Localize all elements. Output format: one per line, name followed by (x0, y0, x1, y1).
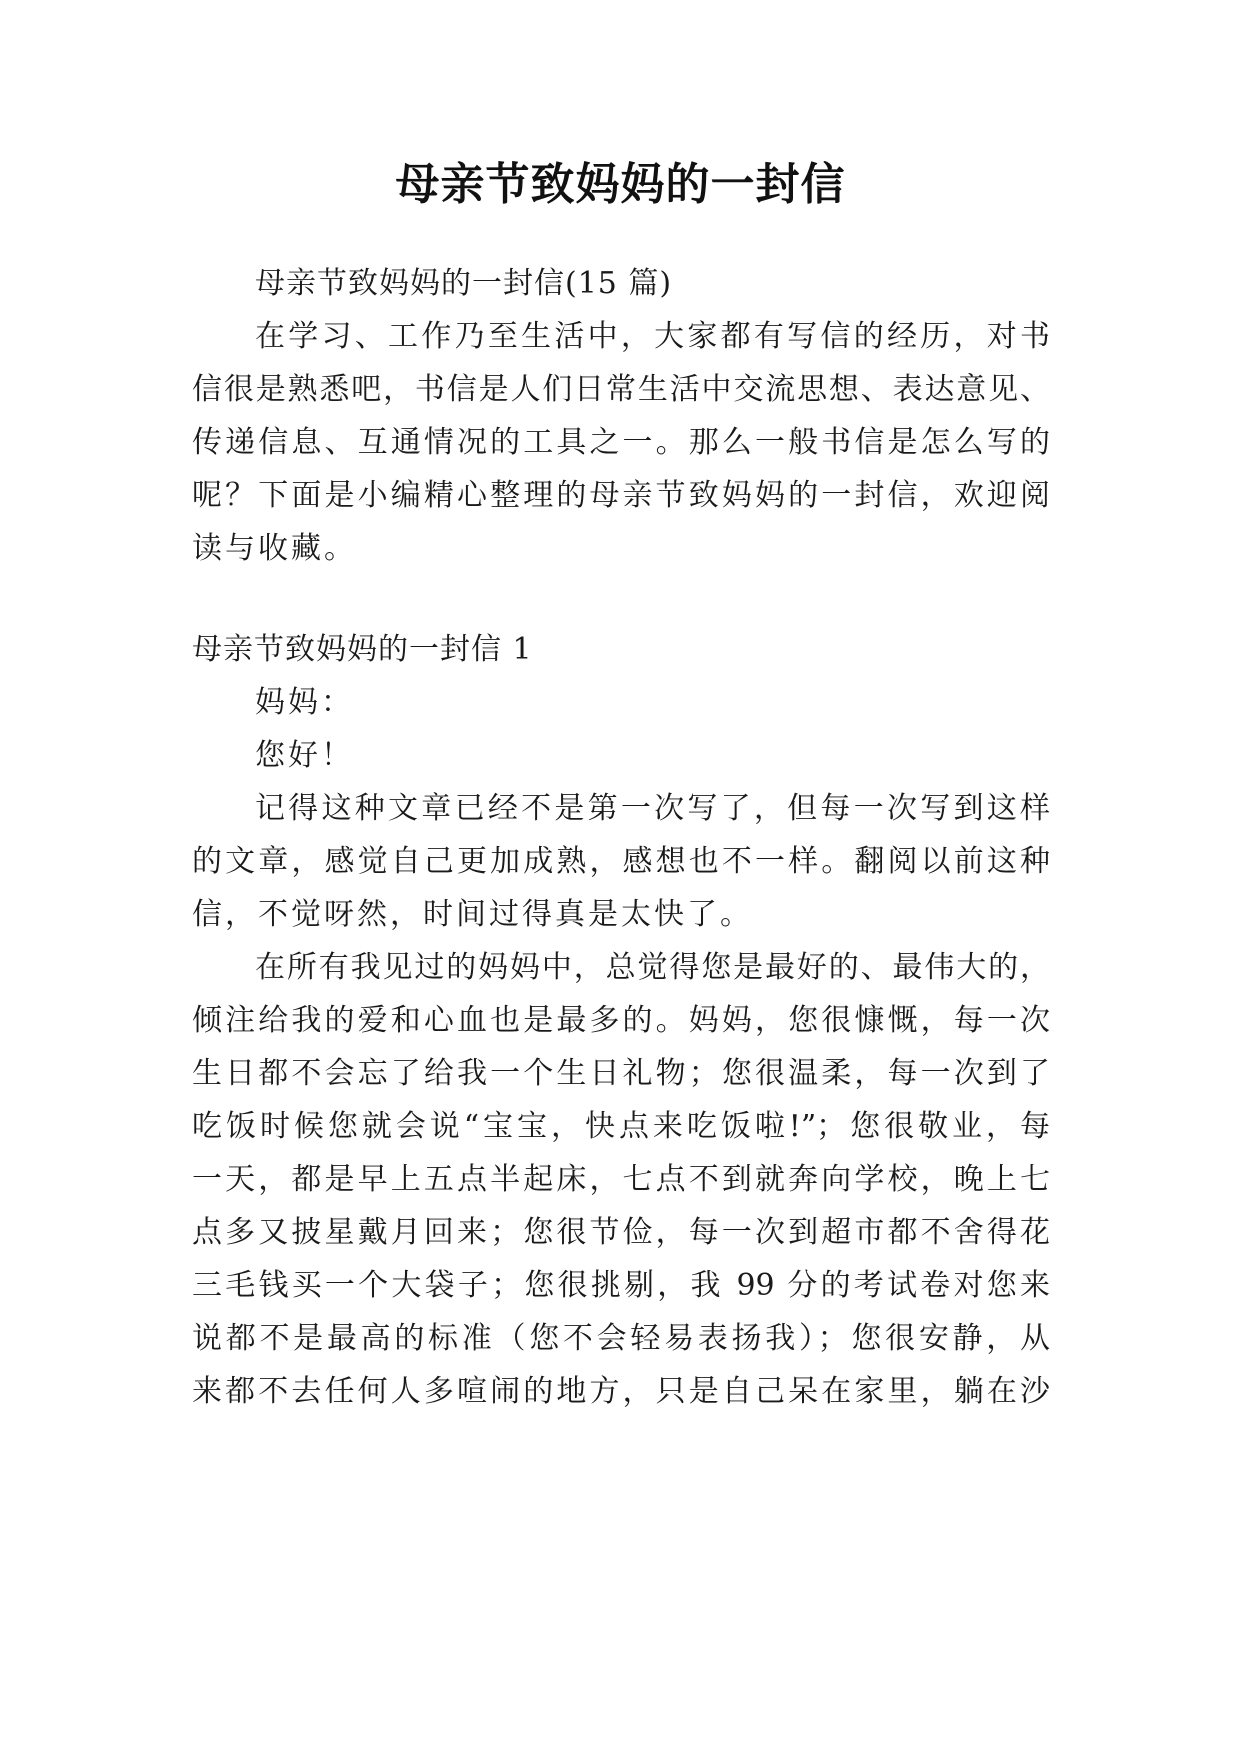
document-title: 母亲节致妈妈的一封信 (395, 159, 846, 210)
paragraph-line: 说都不是最高的标准（您不会轻易表扬我）；您很安静，从 (192, 1321, 1050, 1356)
paragraph-line: 传递信息、互通情况的工具之一。那么一般书信是怎么写的 (192, 425, 1050, 460)
intro-paragraph (192, 310, 1050, 575)
intro-heading: 母亲节致妈妈的一封信(15 篇) (255, 266, 673, 301)
paragraph-line: 一天，都是早上五点半起床，七点不到就奔向学校，晚上七 (192, 1162, 1050, 1197)
paragraph-line: 信，不觉呀然，时间过得真是太快了。 (192, 897, 753, 932)
paragraph-line: 信很是熟悉吧，书信是人们日常生活中交流思想、表达意见、 (192, 372, 1050, 407)
paragraph-line: 记得这种文章已经不是第一次写了，但每一次写到这样 (255, 791, 1050, 826)
paragraph-line: 三毛钱买一个大袋子；您很挑剔，我 99 分的考试卷对您来 (192, 1268, 1050, 1303)
paragraph-line: 在学习、工作乃至生活中，大家都有写信的经历，对书 (255, 319, 1050, 354)
paragraph-line: 的文章，感觉自己更加成熟，感想也不一样。翻阅以前这种 (192, 844, 1050, 879)
paragraph-line: 吃饭时候您就会说“宝宝，快点来吃饭啦!”；您很敬业，每 (192, 1109, 1050, 1144)
paragraph-line: 点多又披星戴月回来；您很节俭，每一次到超市都不舍得花 (192, 1215, 1050, 1250)
paragraph-line: 在所有我见过的妈妈中，总觉得您是最好的、最伟大的， (255, 950, 1050, 985)
paragraph-line: 倾注给我的爱和心血也是最多的。妈妈，您很慷慨，每一次 (192, 1003, 1050, 1038)
paragraph-line: 呢？下面是小编精心整理的母亲节致妈妈的一封信，欢迎阅 (192, 478, 1050, 513)
letter-paragraph-1 (192, 782, 1050, 941)
letter-paragraph-2 (192, 941, 1050, 1418)
letter-heading: 母亲节致妈妈的一封信 1 (192, 632, 533, 667)
letter-greeting: 您好！ (255, 738, 354, 773)
document-body (192, 257, 1050, 1418)
paragraph-line: 读与收藏。 (192, 531, 357, 566)
letter-salutation: 妈妈： (255, 685, 354, 720)
paragraph-line: 生日都不会忘了给我一个生日礼物；您很温柔，每一次到了 (192, 1056, 1050, 1091)
paragraph-line: 来都不去任何人多喧闹的地方，只是自己呆在家里，躺在沙 (192, 1374, 1050, 1409)
